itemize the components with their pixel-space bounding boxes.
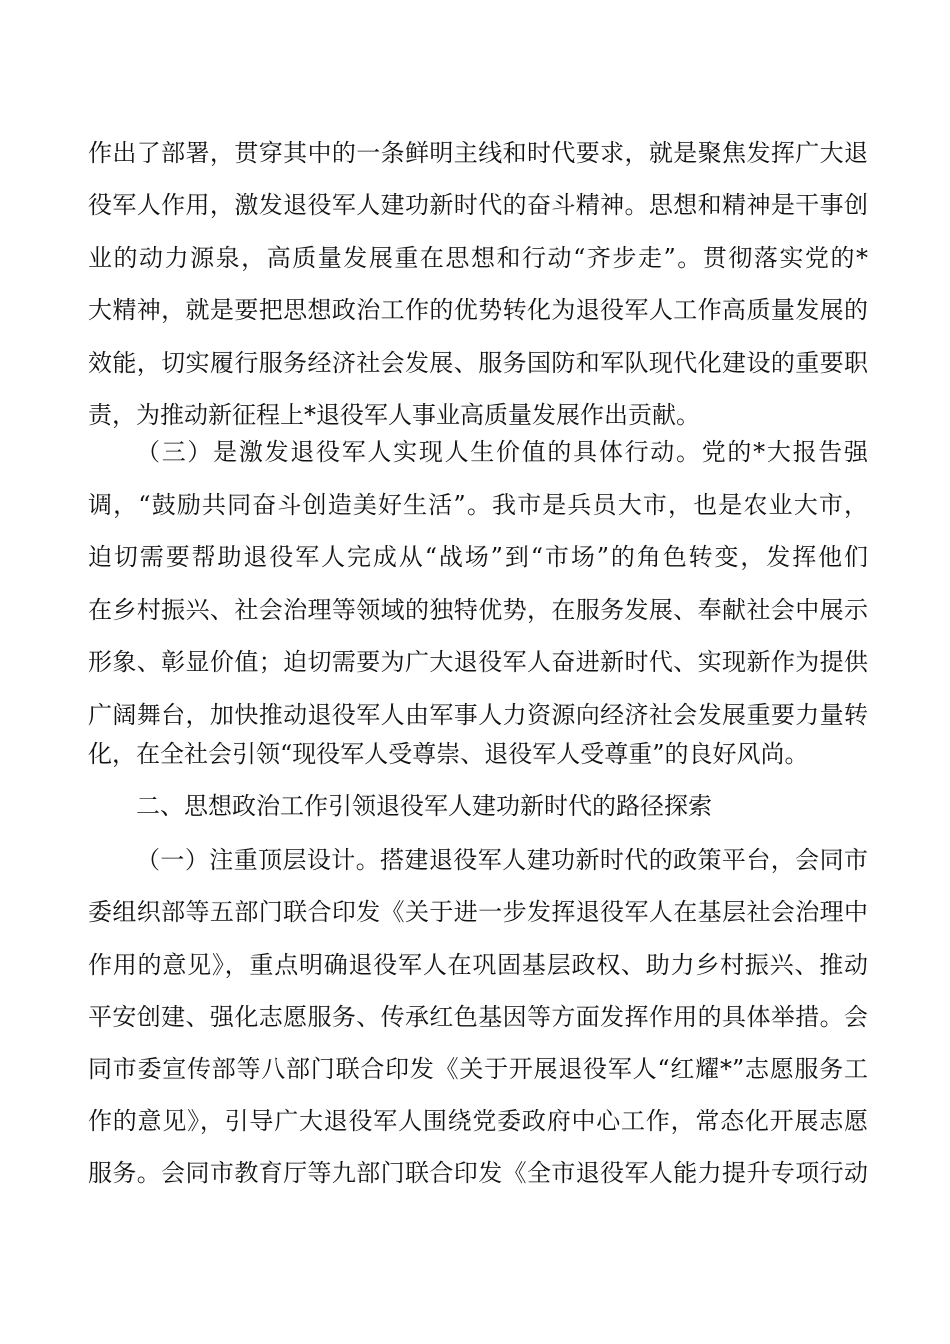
paragraph-line: 同市委宣传部等八部门联合印发《关于开展退役军人“红耀*”志愿服务工 xyxy=(88,1055,868,1083)
paragraph-line: 效能，切实履行服务经济社会发展、服务国防和军队现代化建设的重要职 xyxy=(88,349,868,377)
paragraph-line: 役军人作用，激发退役军人建功新时代的奋斗精神。思想和精神是干事创 xyxy=(88,191,868,219)
paragraph-line: 广阔舞台，加快推动退役军人由军事人力资源向经济社会发展重要力量转 xyxy=(88,701,868,729)
paragraph-line: 作出了部署，贯穿其中的一条鲜明主线和时代要求，就是聚焦发挥广大退 xyxy=(88,139,868,167)
paragraph-line: 服务。会同市教育厅等九部门联合印发《全市退役军人能力提升专项行动 xyxy=(88,1159,868,1187)
paragraph-line: （一）注重顶层设计。搭建退役军人建功新时代的政策平台，会同市 xyxy=(136,846,868,874)
paragraph-line: 委组织部等五部门联合印发《关于进一步发挥退役军人在基层社会治理中 xyxy=(88,898,868,926)
paragraph-line: 业的动力源泉，高质量发展重在思想和行动“齐步走”。贯彻落实党的* xyxy=(88,244,868,272)
paragraph-line: 平安创建、强化志愿服务、传承红色基因等方面发挥作用的具体举措。会 xyxy=(88,1003,868,1031)
paragraph-line: 作用的意见》，重点明确退役军人在巩固基层政权、助力乡村振兴、推动 xyxy=(88,951,868,979)
section-heading: 二、思想政治工作引领退役军人建功新时代的路径探索 xyxy=(136,792,712,820)
paragraph-line: 在乡村振兴、社会治理等领域的独特优势，在服务发展、奉献社会中展示 xyxy=(88,596,868,624)
paragraph-line: 调，“鼓励共同奋斗创造美好生活”。我市是兵员大市，也是农业大市， xyxy=(88,491,868,519)
paragraph-line: 形象、彰显价值；迫切需要为广大退役军人奋进新时代、实现新作为提供 xyxy=(88,648,868,676)
paragraph-line: 责，为推动新征程上*退役军人事业高质量发展作出贡献。 xyxy=(88,401,700,429)
paragraph-line: 大精神，就是要把思想政治工作的优势转化为退役军人工作高质量发展的 xyxy=(88,296,868,324)
paragraph-line: （三）是激发退役军人实现人生价值的具体行动。党的*大报告强 xyxy=(136,438,868,466)
paragraph-line: 作的意见》，引导广大退役军人围绕党委政府中心工作，常态化开展志愿 xyxy=(88,1107,868,1135)
paragraph-line: 迫切需要帮助退役军人完成从“战场”到“市场”的角色转变，发挥他们 xyxy=(88,543,868,571)
paragraph-line: 化，在全社会引领“现役军人受尊崇、退役军人受尊重”的良好风尚。 xyxy=(88,740,809,768)
